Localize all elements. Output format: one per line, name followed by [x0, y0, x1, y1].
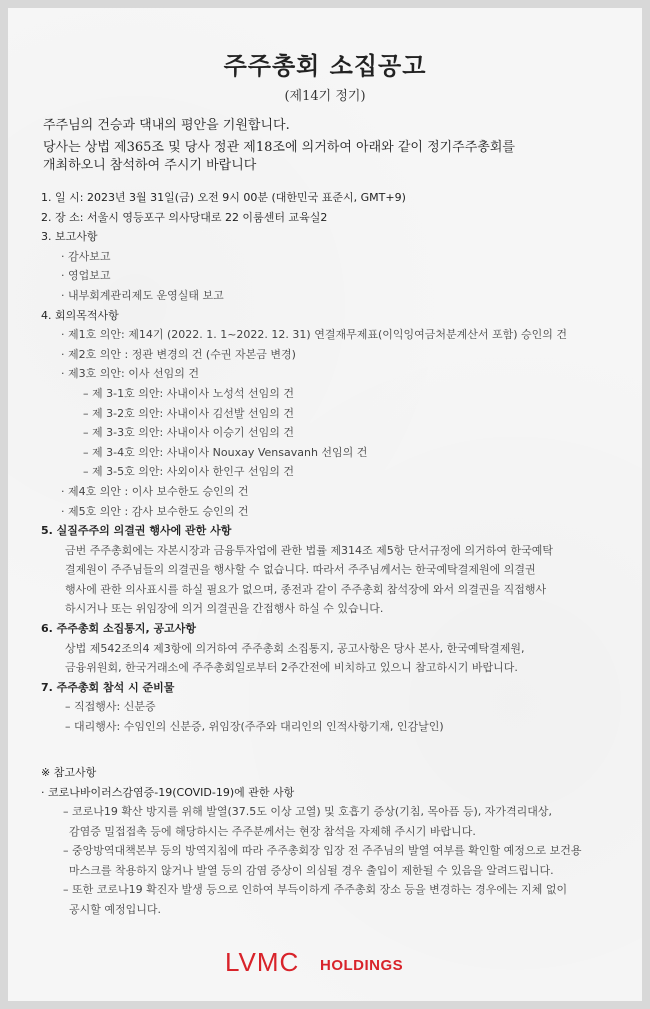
agenda-line: – 제 3-4호 의안: 사내이사 Nouxay Vensavanh 선임의 건 — [83, 445, 368, 459]
agenda-line: 행사에 관한 의사표시를 하실 필요가 없으며, 종전과 같이 주주총회 참석장에 와서 의결권을 직접행사 — [65, 582, 547, 596]
agenda-line: 결제원이 주주님들의 의결권을 행사할 수 없습니다. 따라서 주주님께서는 한국예탁결제원에 의결권 — [65, 563, 536, 577]
agenda-line: 상법 제542조의4 제3항에 의거하여 주주총회 소집통지, 공고사항은 당사 본사, 한국예탁결제원, — [65, 641, 525, 655]
agenda-line: 1. 일 시: 2023년 3월 31일(금) 오전 9시 00분 (대한민국 표준시, GMT+9) — [41, 191, 406, 204]
agenda-line: – 제 3-3호 의안: 사내이사 이승기 선임의 건 — [83, 426, 295, 440]
agenda-line: · 제2호 의안 : 정관 변경의 건 (수권 자본금 변경) — [61, 347, 296, 361]
note-line: ※ 참고사항 — [41, 766, 97, 779]
agenda-line: 6. 주주총회 소집통지, 공고사항 — [41, 622, 197, 636]
note-line: – 중앙방역대책본부 등의 방역지침에 따라 주주총회장 입장 전 주주님의 발열 여부를 확인할 예정으로 보건용 — [63, 844, 582, 857]
agenda-line: · 제3호 의안: 이사 선임의 건 — [61, 367, 199, 381]
agenda-line: 하시거나 또는 위임장에 의거 의결권을 간접행사 하실 수 있습니다. — [65, 602, 384, 616]
note-line: – 코로나19 확산 방지를 위해 발열(37.5도 이상 고열) 및 호흡기 증상(기침, 목아픔 등), 자가격리대상, — [63, 805, 553, 818]
notes-section — [41, 763, 621, 919]
lvmc-logo-icon — [225, 950, 425, 974]
agenda-line: · 제1호 의안: 제14기 (2022. 1. 1~2022. 12. 31) 연결재무제표(이익잉여금처분계산서 포함) 승인의 건 — [61, 328, 568, 342]
agenda-line: · 감사보고 — [61, 249, 111, 263]
agenda-line: – 대리행사: 수임인의 신분증, 위임장(주주와 대리인의 인적사항기재, 인감날인) — [65, 720, 444, 734]
company-logo — [8, 950, 642, 978]
note-line: – 또한 코로나19 확진자 발생 등으로 인하여 부득이하게 주주총회 장소 등을 변경하는 경우에는 지체 없이 — [63, 883, 568, 896]
agenda-list — [41, 188, 621, 737]
agenda-line: 금번 주주총회에는 자본시장과 금융투자업에 관한 법률 제314조 제5항 단서규정에 의거하여 한국예탁 — [65, 543, 553, 557]
note-line: 마스크를 착용하지 않거나 발열 등의 감염 증상이 의심될 경우 출입이 제한될 수 있음을 알려드립니다. — [69, 863, 554, 877]
agenda-line: 3. 보고사항 — [41, 230, 98, 244]
note-line: 감염증 밀접접촉 등에 해당하시는 주주분께서는 현장 참석을 자제해 주시기 바랍니다. — [69, 824, 476, 838]
note-line: 공시할 예정입니다. — [69, 902, 162, 916]
agenda-line: – 제 3-1호 의안: 사내이사 노성석 선임의 건 — [83, 386, 295, 400]
agenda-line: – 제 3-2호 의안: 사내이사 김선발 선임의 건 — [83, 406, 295, 420]
agenda-line: 금융위원회, 한국거래소에 주주총회일로부터 2주간전에 비치하고 있으니 참고하시기 바랍니다. — [65, 661, 518, 675]
intro-line: 개최하오니 참석하여 주시기 바랍니다 — [43, 158, 257, 173]
logo-word: HOLDINGS — [320, 957, 404, 974]
notice-page — [8, 8, 642, 1001]
agenda-line: 5. 실질주주의 의결권 행사에 관한 사항 — [41, 524, 232, 538]
intro-line: 주주님의 건승과 댁내의 평안을 기원합니다. — [43, 118, 290, 133]
agenda-line: – 직접행사: 신분증 — [65, 700, 156, 714]
notice-subtitle: (제14기 정기) — [284, 89, 366, 104]
agenda-line: 2. 장 소: 서울시 영등포구 의사당대로 22 이룸센터 교육실2 — [41, 210, 328, 224]
intro-paragraph — [43, 117, 613, 175]
agenda-line: 7. 주주총회 참석 시 준비물 — [41, 680, 175, 694]
agenda-line: · 영업보고 — [61, 269, 111, 283]
agenda-line: · 제4호 의안 : 이사 보수한도 승인의 건 — [61, 484, 249, 498]
agenda-line: · 내부회계관리제도 운영실태 보고 — [61, 288, 224, 302]
agenda-line: – 제 3-5호 의안: 사외이사 한인구 선임의 건 — [83, 465, 295, 479]
intro-line: 당사는 상법 제365조 및 당사 정관 제18조에 의거하여 아래와 같이 정기주주총회를 — [43, 140, 515, 155]
agenda-line: · 제5호 의안 : 감사 보수한도 승인의 건 — [61, 504, 249, 518]
logo-mark: LVMC — [225, 950, 300, 974]
note-line: · 코로나바이러스감염증-19(COVID-19)에 관한 사항 — [41, 785, 295, 799]
notice-title: 주주총회 소집공고 — [223, 51, 427, 80]
agenda-line: 4. 회의목적사항 — [41, 308, 119, 322]
